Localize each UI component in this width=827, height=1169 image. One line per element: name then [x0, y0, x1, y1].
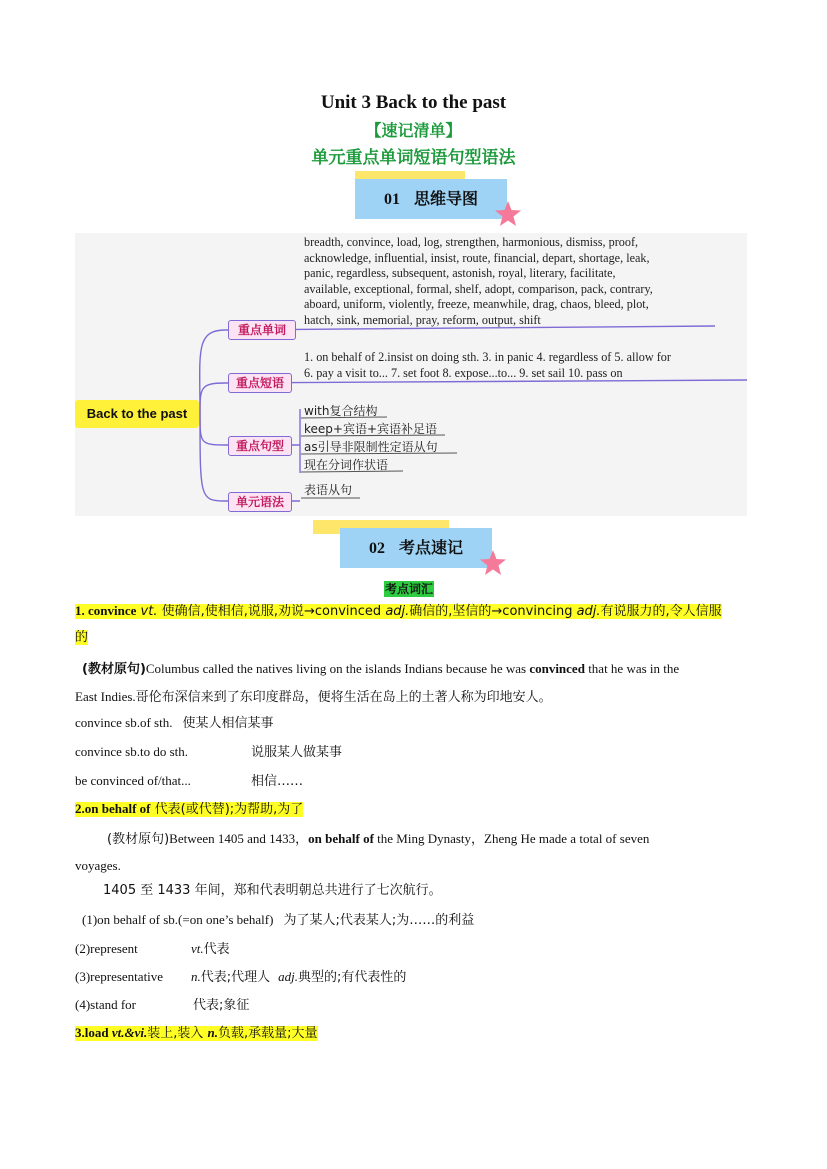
usage-line: (1)on behalf of sb.(=on one’s behalf) 为了某人;代表某人;为……的利益 — [82, 912, 475, 928]
branch-key-phrases: 重点短语 — [228, 373, 292, 393]
branch-key-words: 重点单词 — [228, 320, 296, 340]
entry-convince-heading-cont: 的 — [75, 630, 89, 645]
entry-on-behalf-source-sentence: (教材原句)Between 1405 and 1433，on behalf of the Ming Dynasty，Zheng He made a total of seven — [107, 831, 650, 847]
entry-convince-heading: 1. convince vt. 使确信,使相信,说服,劝说→convinced adj.确信的,坚信的→convincing adj.有说服力的,令人信服 — [75, 603, 722, 619]
key-words-list: breadth, convince, load, log, strengthen, harmonious, dismiss, proof, acknowledge, influential, insist, route, financial, depart, shortage, leak, panic, regardless, subsequent, astonish, royal, literary, facilitate, available, exceptional, formal, shelf, adopt, comparison, pack, contrary, aboard, uniform, violently, freeze, meanwhile, drag, chaos, bleed, plot, hatch, sink, memorial, pray, reform, output, shift — [304, 235, 653, 327]
usage-line: (3)representative n.代表;代理人 adj.典型的;有代表性的 — [75, 969, 407, 985]
banner-label: 思维导图 — [413, 189, 478, 208]
entry-on-behalf-translation: 1405 至 1433 年间，郑和代表明朝总共进行了七次航行。 — [103, 883, 442, 898]
entry-load-heading: 3.load vt.&vi.装上,装入 n.负载,承载量;大量 — [75, 1025, 318, 1041]
banner-mindmap — [355, 179, 535, 235]
banner-key-points — [340, 528, 520, 584]
entry-convince-source-cont: East Indies.哥伦布深信来到了东印度群岛，便将生活在岛上的土著人称为印地安人。 — [75, 689, 552, 705]
mind-map-root: Back to the past — [75, 400, 199, 428]
star-icon — [478, 548, 508, 578]
page-title: Unit 3 Back to the past — [320, 92, 507, 113]
usage-line: (2)represent vt.代表 — [75, 941, 230, 957]
section-label: 考点词汇 — [385, 582, 434, 596]
usage-line: convince sb.to do sth. 说服某人做某事 — [75, 744, 343, 760]
entry-convince-source-sentence: (教材原句)Columbus called the natives living on the islands Indians because he was convinced that he was in the — [82, 661, 680, 677]
mind-map — [75, 233, 747, 516]
star-icon — [493, 199, 523, 229]
key-phrases-list: 1. on behalf of 2.insist on doing sth. 3. in panic 4. regardless of 5. allow for 6. pay a visit to... 7. set foot 8. expose...to... 9. set sail 10. pass on — [304, 350, 671, 380]
usage-line: convince sb.of sth. 使某人相信某事 — [75, 715, 274, 731]
banner-number: 01 — [383, 191, 400, 208]
usage-line: be convinced of/that... 相信…… — [75, 773, 304, 789]
usage-line: (4)stand for 代表;象征 — [75, 997, 250, 1013]
unit-summary-heading: 单元重点单词短语句型语法 — [311, 148, 516, 168]
key-sentences-list: with复合结构 keep+宾语+宾语补足语 as引导非限制性定语从句 现在分词作状语 — [304, 404, 438, 472]
branch-key-sentences: 重点句型 — [228, 436, 292, 456]
banner-number: 02 — [368, 540, 385, 557]
banner-label: 考点速记 — [398, 538, 463, 557]
branch-unit-grammar: 单元语法 — [228, 492, 292, 512]
unit-grammar-item: 表语从句 — [304, 483, 353, 497]
entry-on-behalf-source-cont: voyages. — [75, 858, 121, 873]
quick-list-label: 【速记清单】 — [365, 121, 462, 140]
entry-on-behalf-of-heading: 2.on behalf of 代表(或代替);为帮助,为了 — [75, 801, 304, 817]
